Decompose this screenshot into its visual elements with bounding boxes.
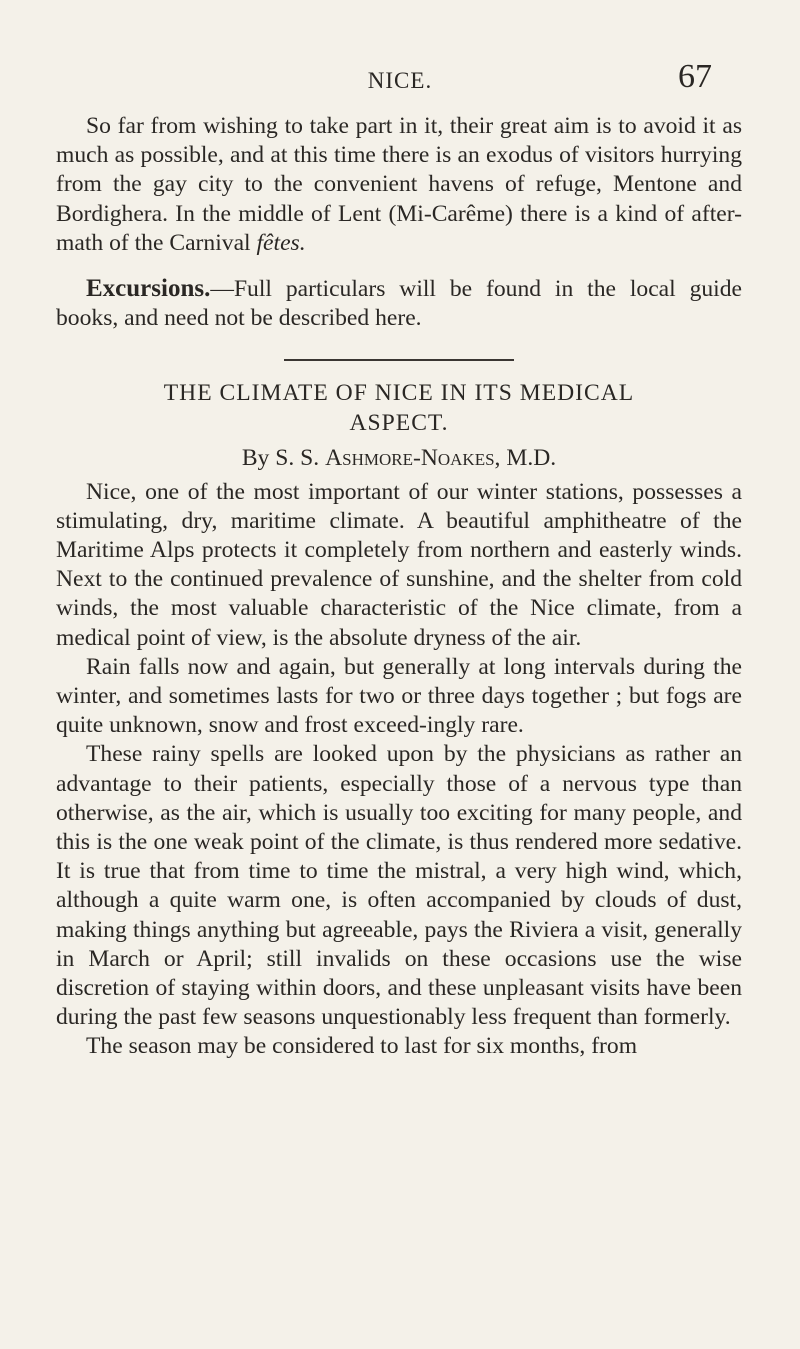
article-title-line-2: ASPECT.	[349, 409, 449, 436]
excursions-text: —Full particulars will be found in the local guide books, and need not be described here.	[56, 276, 742, 332]
byline-author: Ashmore-Noakes	[325, 445, 495, 472]
byline-suffix: , M.D.	[494, 445, 557, 472]
running-head: NICE.	[367, 68, 433, 93]
intro-paragraph	[56, 112, 742, 258]
page-number: 67	[678, 58, 712, 95]
intro-italic-word: fêtes.	[256, 229, 306, 256]
intro-text: So far from wishing to take part in it, their great aim is to avoid it as much as possible, and at this time there is an exodus of visitors hurrying from the gay city to the convenient havens of refuge, Mentone and Bordighera. In the middle of Lent (Mi-Carême) there is a kind of after-math of the Carnival	[56, 113, 742, 256]
article-byline	[56, 444, 742, 473]
excursions-heading: Excursions.	[86, 275, 211, 303]
page-body	[56, 112, 742, 1062]
article-paragraph-2: Rain falls now and again, but generally at long intervals during the winter, and sometimes lasts for two or three days together ; but fogs are quite unknown, snow and frost exceed-ingly rare.	[56, 653, 742, 739]
article-paragraph-4: The season may be considered to last for six months, from	[86, 1033, 638, 1060]
article-paragraph-1: Nice, one of the most important of our winter stations, possesses a stimulating, dry, maritime climate. A beautiful amphitheatre of the Maritime Alps protects it completely from northern and easterly winds. Next to the continued prevalence of sunshine, and the shelter from cold winds, the most valuable characteristic of the Nice climate, from a medical point of view, is the absolute dryness of the air.	[56, 478, 742, 651]
article-paragraph-3: These rainy spells are looked upon by the physicians as rather an advantage to their patients, especially those of a nervous type than otherwise, as the air, which is usually too exciting for many people, and this is the one weak point of the climate, is thus rendered more sedative. It is true that from time to time the mistral, a very high wind, which, although a quite warm one, is often accompanied by clouds of dust, making things anything but agreeable, pays the Riviera a visit, generally in March or April; still invalids on these occasions use the wise discretion of staying within doors, and these unpleasant visits have been during the past few seasons unquestionably less frequent than formerly.	[56, 741, 742, 1031]
article-title-line-1: THE CLIMATE OF NICE IN ITS MEDICAL	[163, 380, 635, 407]
excursions-paragraph	[56, 274, 742, 333]
section-divider	[284, 359, 514, 361]
byline-prefix: By S. S.	[241, 445, 320, 472]
page-header	[0, 58, 800, 108]
article-title	[56, 379, 742, 438]
